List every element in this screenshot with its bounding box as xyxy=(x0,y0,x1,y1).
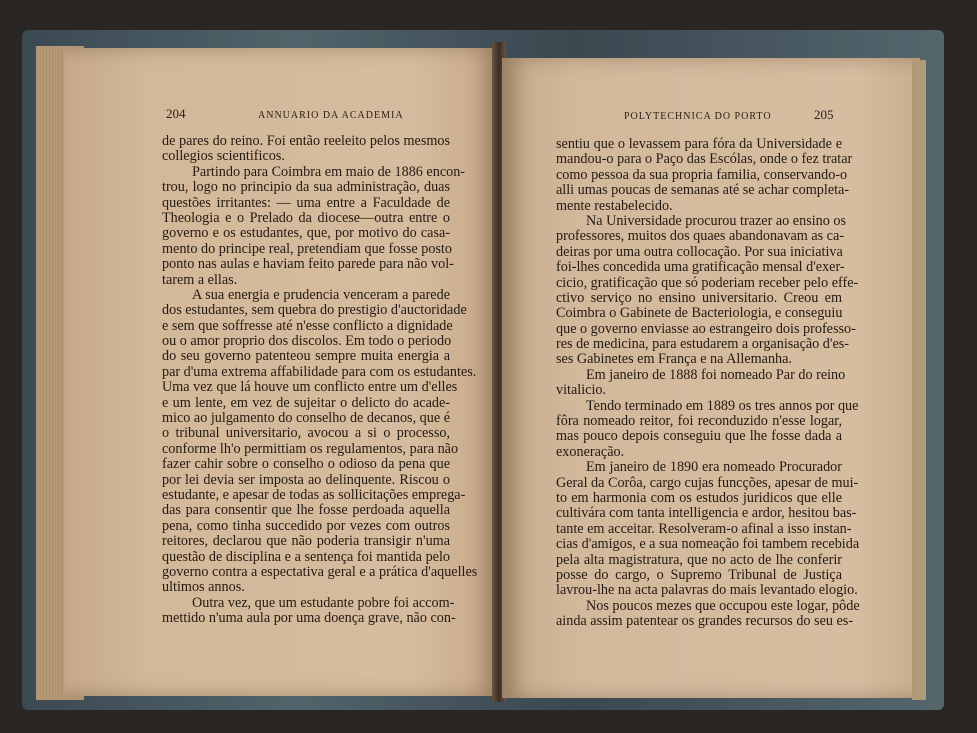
text-line: ctivo serviço no ensino universitario. Creou em xyxy=(556,289,842,306)
text-line: ponto nas aulas e haviam feito parede para não vol- xyxy=(162,256,454,273)
text-line: mente restabelecido. xyxy=(556,197,673,214)
text-line: cultivára com tanta intelligencia e ardor, hesitou bas- xyxy=(556,505,857,522)
page-edges-right xyxy=(912,60,926,700)
text-line: Na Universidade procurou trazer ao ensino os xyxy=(586,212,847,229)
right-running-head: POLYTECHNICA DO PORTO xyxy=(624,111,772,122)
left-page-number: 204 xyxy=(166,106,186,121)
text-line: questões irritantes: — uma entre a Faculdade de xyxy=(162,194,450,211)
text-line: tante em acceitar. Resolveram-o afinal a isso instan- xyxy=(556,520,852,537)
text-line: Theologia e o Prelado da diocese—outra entre o xyxy=(162,209,450,226)
text-line: governo e os estudantes, que, por motivo do casa- xyxy=(162,225,450,242)
text-line: Coimbra o Gabinete de Bacteriologia, e conseguiu xyxy=(556,305,843,322)
text-line: das para consentir que lhe fosse perdoada aquella xyxy=(162,502,450,519)
text-line: lavrou-lhe na acta palavras do mais levantado elogio. xyxy=(556,582,858,599)
text-line: tarem a ellas. xyxy=(162,271,238,288)
text-line: Nos poucos mezes que occupou este logar, pôde xyxy=(586,597,860,614)
text-line: por lei devia ser imposta ao delinquente. Riscou o xyxy=(162,471,450,488)
text-line: Geral da Corôa, cargo cujas funcções, apesar de mui- xyxy=(556,474,859,491)
text-line: exoneração. xyxy=(556,443,625,460)
text-line: como pessoa da sua propria familia, conservando-o xyxy=(556,166,848,183)
text-line: pela alta magistratura, que no acto de lhe conferir xyxy=(556,551,842,568)
text-line: reitores, declarou que não poderia transigir n'uma xyxy=(162,533,450,550)
text-line: e um lente, em vez de sujeitar o delicto do acade- xyxy=(162,394,450,411)
text-line: mandou-o para o Paço das Escólas, onde o fez tratar xyxy=(556,151,853,168)
text-line: alli umas poucas de semanas até se achar completa- xyxy=(556,182,850,199)
text-line: conforme lh'o permittiam os regulamentos, para não xyxy=(162,440,459,457)
text-line: pena, como tinha succedido por vezes com outros xyxy=(162,517,450,534)
text-line: par d'uma extrema affabilidade para com os estudantes. xyxy=(162,363,477,380)
text-line: Em janeiro de 1890 era nomeado Procurador xyxy=(586,459,842,476)
left-page-text xyxy=(162,133,478,627)
text-line: sentiu que o levassem para fóra da Universidade e xyxy=(556,136,842,152)
text-line: cias d'amigos, e a sua nomeação foi tambem recebida xyxy=(556,536,860,553)
text-line: questão de disciplina e a sentença foi mantida pelo xyxy=(162,548,450,565)
text-line: cicio, gratificação que só poderiam receber pelo effe- xyxy=(556,274,859,291)
text-line: de pares do reino. Foi então reeleito pelos mesmos xyxy=(162,133,450,149)
text-line: que o governo enviasse ao estrangeiro dois professo- xyxy=(556,320,856,337)
text-line: professores, muitos dos quaes abandonavam as ca- xyxy=(556,228,845,245)
text-line: ses Gabinetes em França e na Allemanha. xyxy=(556,351,792,368)
text-line: o tribunal universitario, avocou a si o processo, xyxy=(162,425,450,442)
text-line: e sem que soffresse até n'esse conflicto a dignidade xyxy=(162,317,453,334)
text-line: A sua energia e prudencia venceram a parede xyxy=(192,286,450,303)
text-line: fôra nomeado reitor, foi reconduzido n'esse logar, xyxy=(556,413,842,430)
text-line: mettido n'uma aula por uma doença grave, não con- xyxy=(162,610,456,627)
text-line: estudante, e apesar de todas as sollicitações emprega- xyxy=(162,486,466,503)
text-line: Partindo para Coimbra em maio de 1886 encon- xyxy=(192,163,466,180)
text-line: collegios scientificos. xyxy=(162,148,285,165)
text-line: Outra vez, que um estudante pobre foi accom- xyxy=(192,594,455,611)
text-line: ultimos annos. xyxy=(162,579,245,596)
right-page-number: 205 xyxy=(814,107,834,122)
text-line: foi-lhes concedida uma gratificação mensal d'exer- xyxy=(556,259,845,276)
text-line: to em harmonia com os estudos juridicos que elle xyxy=(556,489,842,506)
text-line: posse do cargo, o Supremo Tribunal de Justiça xyxy=(556,566,842,583)
text-line: ou o amor proprio dos discolos. Em todo o periodo xyxy=(162,333,452,350)
text-line: Em janeiro de 1888 foi nomeado Par do reino xyxy=(586,366,846,383)
left-running-head: ANNUARIO DA ACADEMIA xyxy=(258,110,404,121)
text-line: dos estudantes, sem quebra do prestigio d'auctoridade xyxy=(162,302,467,319)
text-line: res de medicina, para estudarem a organisação d'es- xyxy=(556,336,850,353)
right-page-text xyxy=(556,136,860,630)
text-line: Uma vez que lá houve um conflicto entre um d'elles xyxy=(162,379,458,396)
text-line: do seu governo patenteou sempre muita energia a xyxy=(162,348,450,365)
text-line: mas pouco depois conseguiu que lhe fosse dada a xyxy=(556,428,842,445)
text-line: vitalicio. xyxy=(556,382,607,399)
text-line: trou, logo no principio da sua administração, duas xyxy=(162,179,450,196)
text-line: mento do principe real, pretendiam que fosse posto xyxy=(162,240,452,257)
text-line: mico ao julgamento do conselho de decanos, que é xyxy=(162,410,450,427)
text-line: governo contra a espectativa geral e a prática d'aquelles xyxy=(162,563,478,580)
text-line: deiras por uma outra collocação. Por sua iniciativa xyxy=(556,243,843,260)
text-line: Tendo terminado em 1889 os tres annos por que xyxy=(586,397,859,414)
text-line: ainda assim patentear os grandes recursos do seu es- xyxy=(556,613,854,630)
text-line: fazer cahir sobre o conselho o odioso da pena que xyxy=(162,456,450,473)
